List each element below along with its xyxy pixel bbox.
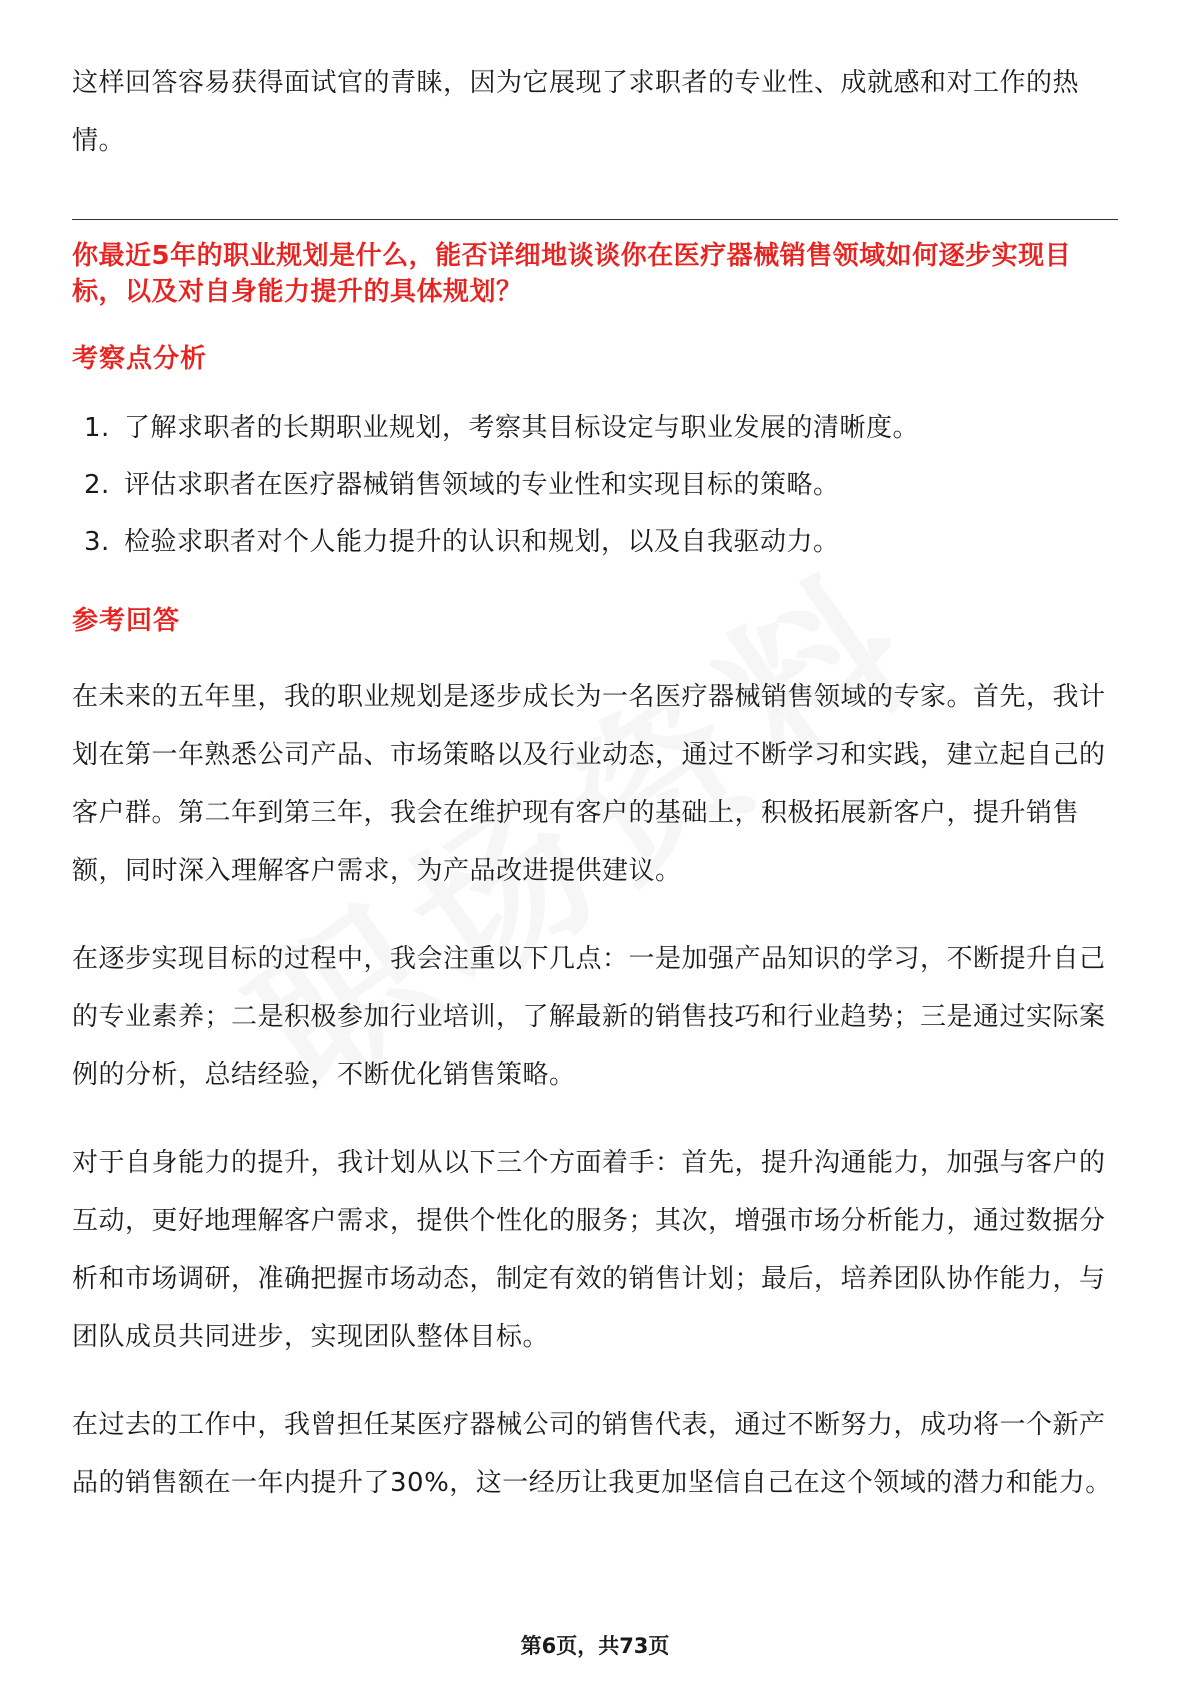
list-item xyxy=(84,457,1114,514)
list-number: 2. xyxy=(84,470,110,500)
intro-paragraph: 这样回答容易获得面试官的青睐，因为它展现了求职者的专业性、成就感和对工作的热情。 xyxy=(72,68,1080,156)
analysis-heading: 考察点分析 xyxy=(72,344,208,374)
section-divider xyxy=(72,219,1118,220)
list-text: 检验求职者对个人能力提升的认识和规划，以及自我驱动力。 xyxy=(124,527,840,557)
reference-answer xyxy=(72,668,1118,1542)
answer-paragraph: 对于自身能力的提升，我计划从以下三个方面着手：首先，提升沟通能力，加强与客户的互动，更好地理解客户需求，提供个性化的服务；其次，增强市场分析能力，通过数据分析和市场调研，准确把握市场动态，制定有效的销售计划；最后，培养团队协作能力，与团队成员共同进步，实现团队整体目标。 xyxy=(72,1148,1106,1352)
list-number: 1. xyxy=(84,413,110,443)
answer-paragraph: 在逐步实现目标的过程中，我会注重以下几点：一是加强产品知识的学习，不断提升自己的专业素养；二是积极参加行业培训，了解最新的销售技巧和行业趋势；三是通过实际案例的分析，总结经验，不断优化销售策略。 xyxy=(72,944,1106,1090)
reference-heading: 参考回答 xyxy=(72,606,181,636)
list-item xyxy=(84,514,1114,571)
list-number: 3. xyxy=(84,527,110,557)
analysis-list xyxy=(84,400,1114,571)
answer-paragraph: 在过去的工作中，我曾担任某医疗器械公司的销售代表，通过不断努力，成功将一个新产品的销售额在一年内提升了30%，这一经历让我更加坚信自己在这个领域的潜力和能力。 xyxy=(72,1410,1112,1498)
list-text: 评估求职者在医疗器械销售领域的专业性和实现目标的策略。 xyxy=(124,470,840,500)
answer-paragraph: 在未来的五年里，我的职业规划是逐步成长为一名医疗器械销售领域的专家。首先，我计划在第一年熟悉公司产品、市场策略以及行业动态，通过不断学习和实践，建立起自己的客户群。第二年到第三年，我会在维护现有客户的基础上，积极拓展新客户，提升销售额，同时深入理解客户需求，为产品改进提供建议。 xyxy=(72,682,1106,886)
list-item xyxy=(84,400,1114,457)
list-text: 了解求职者的长期职业规划，考察其目标设定与职业发展的清晰度。 xyxy=(124,413,920,443)
interview-question: 你最近5年的职业规划是什么，能否详细地谈谈你在医疗器械销售领域如何逐步实现目标，以及对自身能力提升的具体规划？ xyxy=(72,241,1072,307)
page-footer: 第6页，共73页 xyxy=(520,1634,670,1658)
